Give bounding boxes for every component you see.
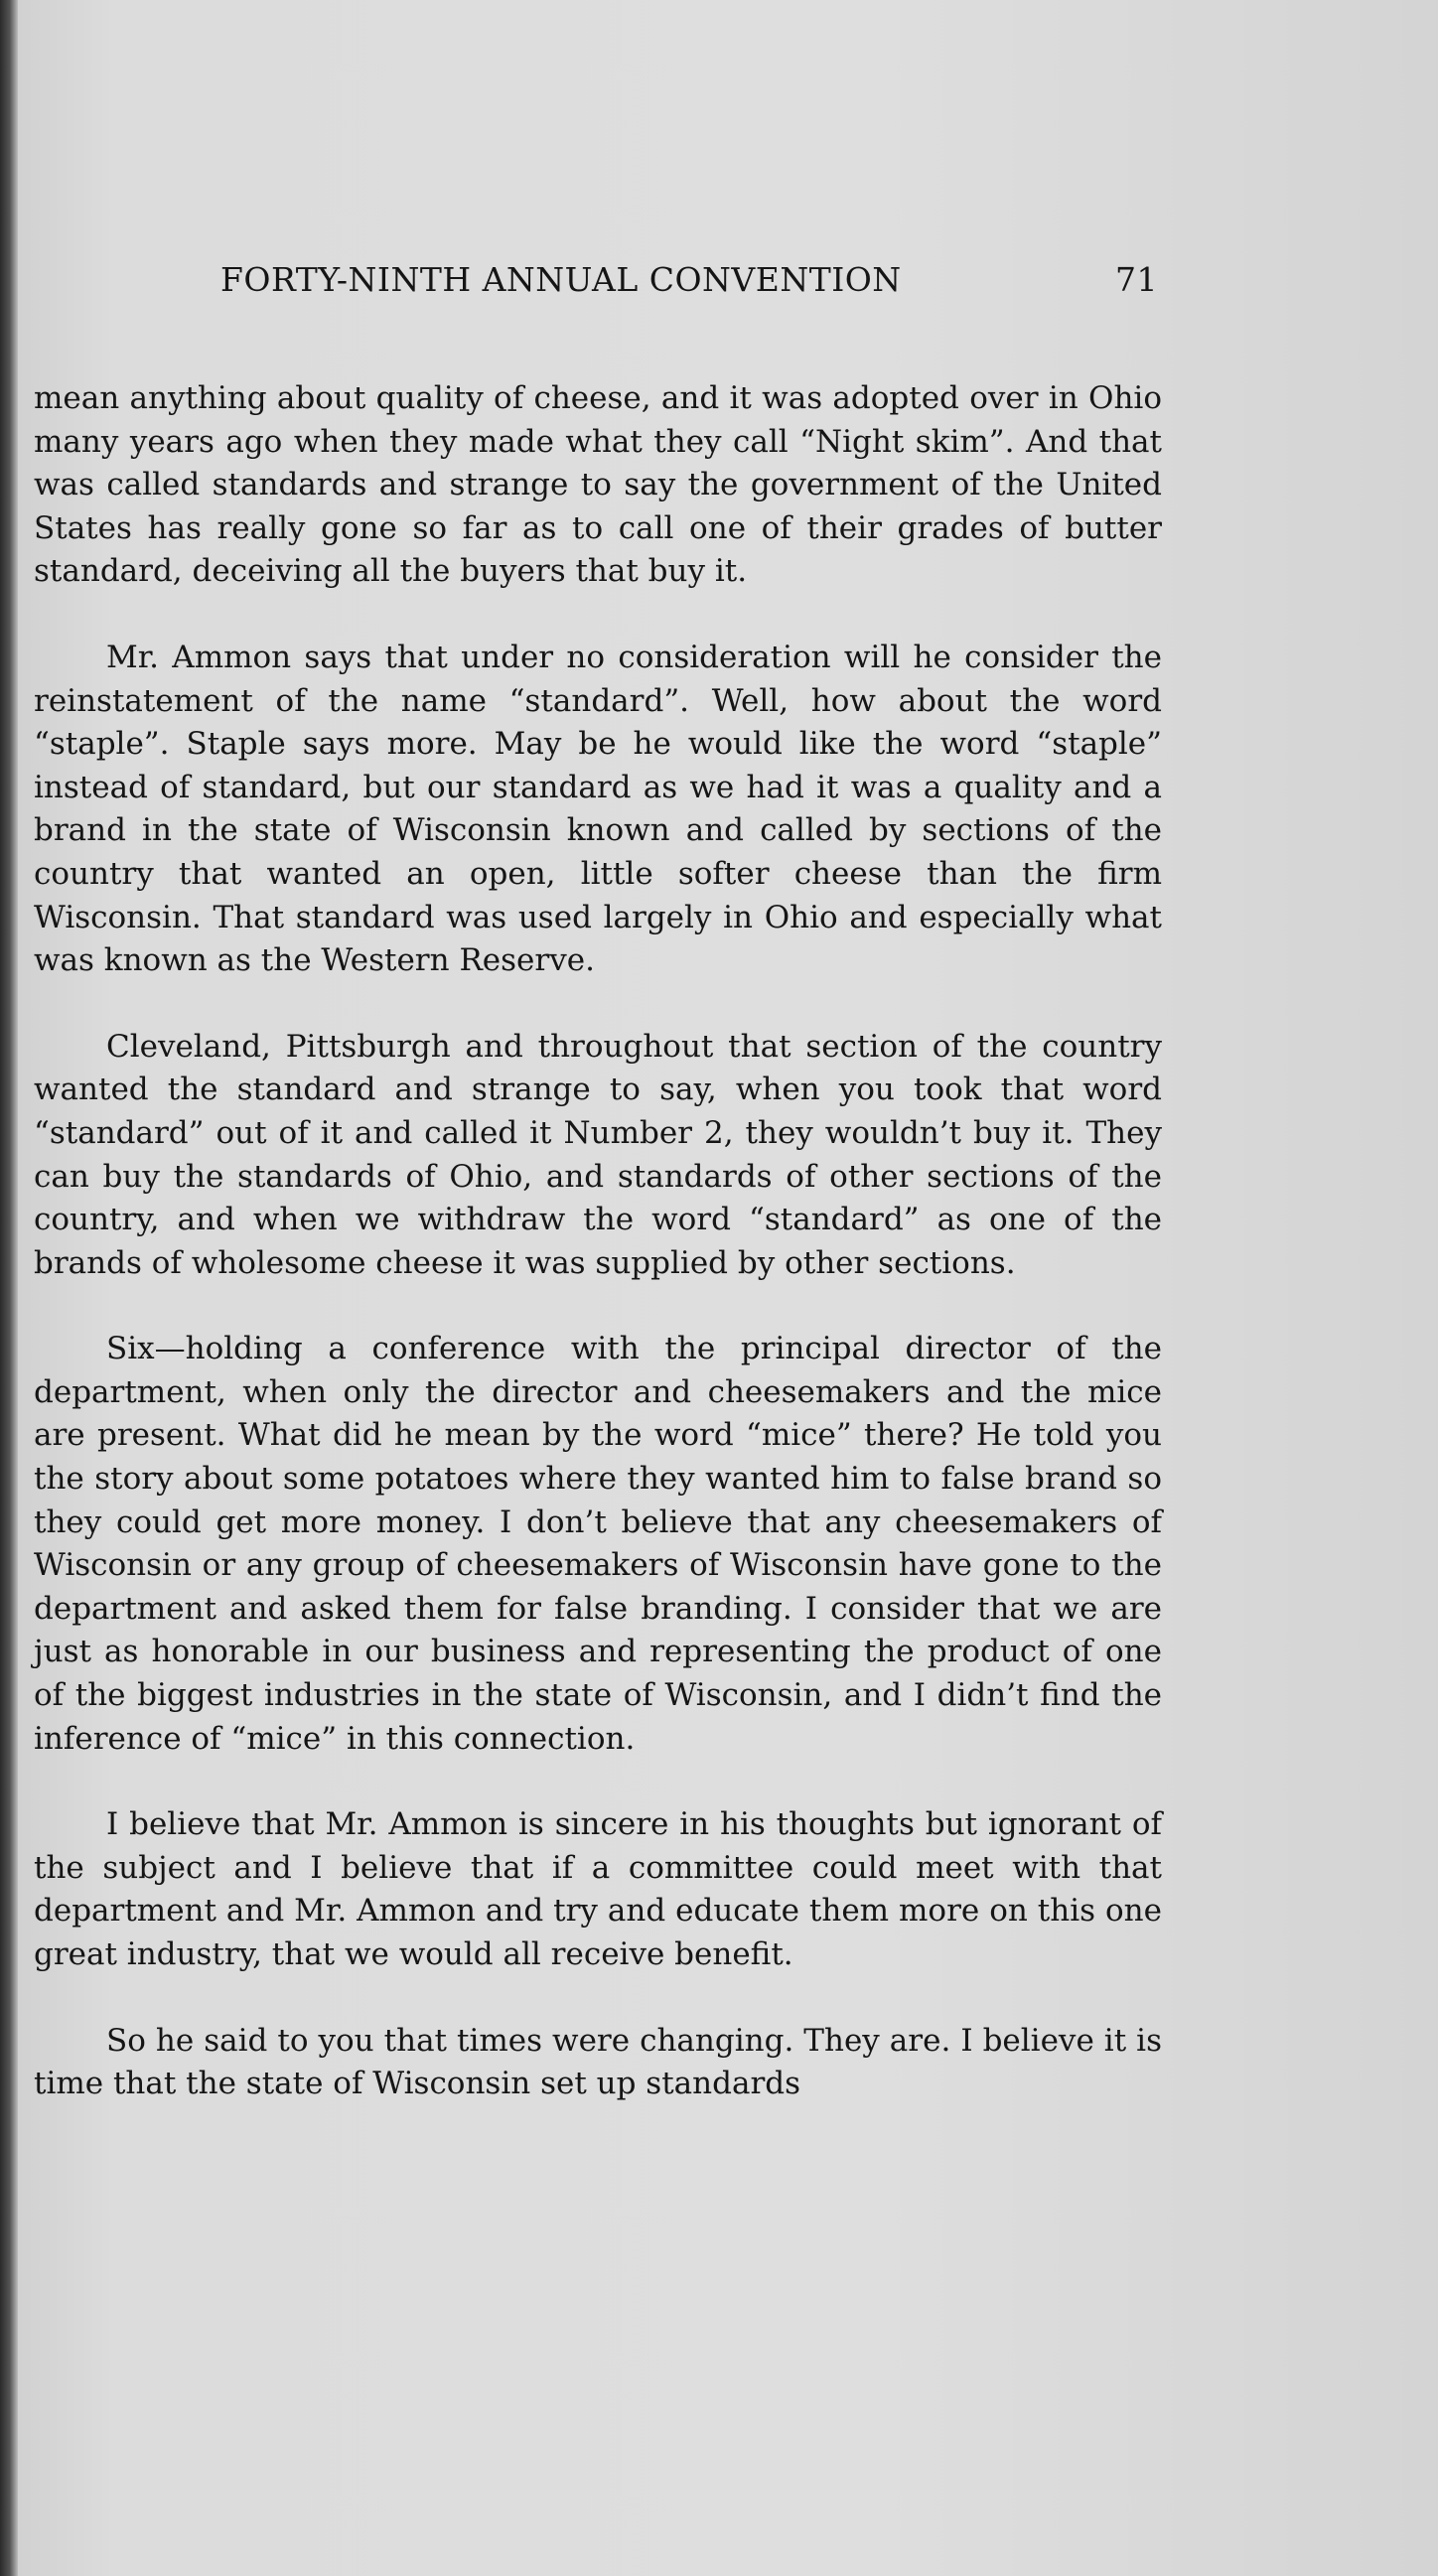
running-head-title: FORTY-NINTH ANNUAL CONVENTION <box>220 260 902 299</box>
paragraph-continued: mean anything about quality of cheese, and it was adopted over in Ohio many years ago when they made what they call “Night skim”. And that was called standards and strange to say the government of the United States has really gone so far as to call one of their grades of butter standard, deceiving all the buyers that buy it. <box>34 380 1162 590</box>
page-number: 71 <box>1115 260 1158 299</box>
paragraph-times-changing: So he said to you that times were changing. They are. I believe it is time that the state of Wisconsin set up standards <box>34 2022 1162 2102</box>
paragraph-cleveland-pittsburgh: Cleveland, Pittsburgh and throughout that section of the country wanted the standard and strange to say, when you took that word “standard” out of it and called it Number 2, they wouldn’t buy it. They can buy the standards of Ohio, and standards of other sections of the country, and when we withdraw the word “standard” as one of the brands of wholesome cheese it was supplied by other sections. <box>34 1028 1162 1281</box>
paragraph-mr-ammon-standard: Mr. Ammon says that under no consideration will he consider the reinstatement of the name “standard”. Well, how about the word “staple”. Staple says more. May be he would like the word “staple” instead of standard, but our standard as we had it was a quality and a brand in the state of Wisconsin known and called by sections of the country that wanted an open, little softer cheese than the firm Wisconsin. That standard was used largely in Ohio and especially what was known as the Western Reserve. <box>34 639 1162 979</box>
running-head <box>220 260 1158 304</box>
paragraph-ammon-sincere: I believe that Mr. Ammon is sincere in his thoughts but ignorant of the subject and I believe that if a committee could meet with that department and Mr. Ammon and try and educate them more on this one great industry, that we would all receive benefit. <box>34 1806 1162 1972</box>
paragraph-six-conference: Six—holding a conference with the principal director of the department, when only the director and cheesemakers and the mice are present. What did he mean by the word “mice” there? He told you the story about some potatoes where they wanted him to false brand so they could get more money. I don’t believe that any cheesemakers of Wisconsin or any group of cheesemakers of Wisconsin have gone to the department and asked them for false branding. I consider that we are just as honorable in our business and representing the product of one of the biggest industries in the state of Wisconsin, and I didn’t find the inference of “mice” in this connection. <box>34 1331 1162 1757</box>
binding-edge <box>0 0 18 2576</box>
body-text <box>34 377 1162 2106</box>
